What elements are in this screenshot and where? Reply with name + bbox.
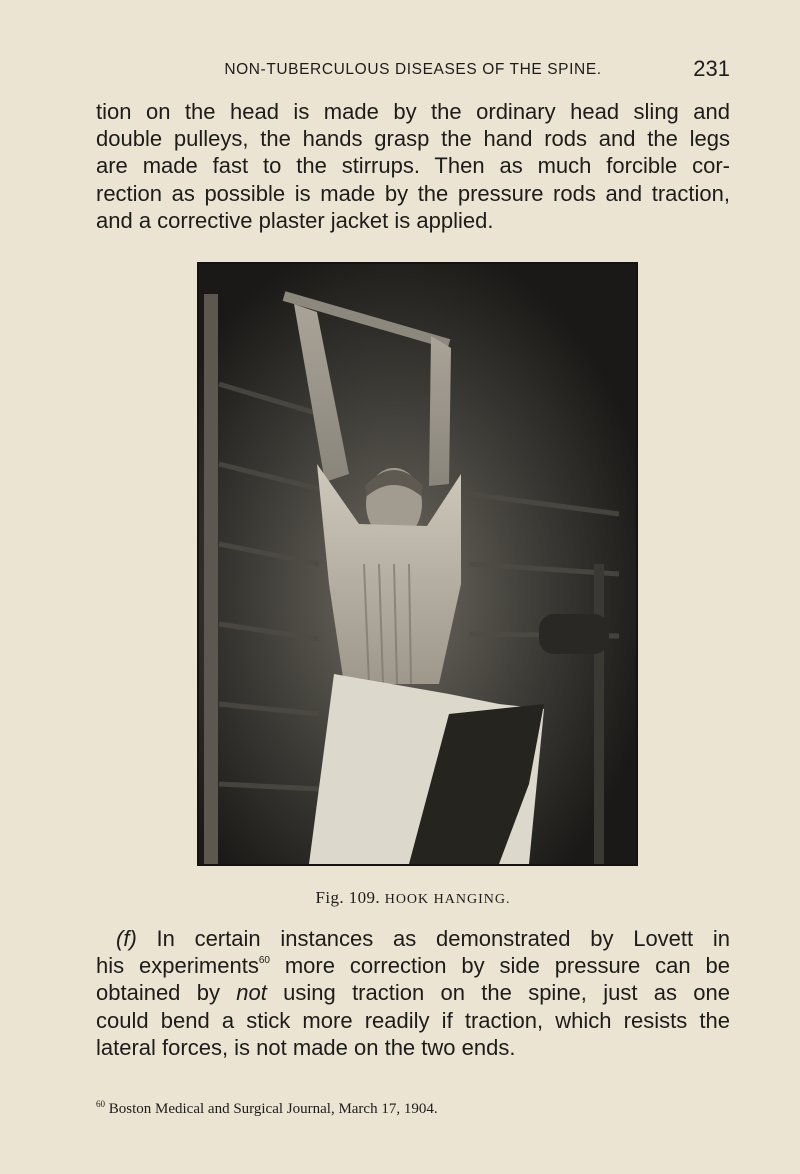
page-number: 231 [693,56,730,81]
figure-caption [96,888,730,908]
paragraph-f [96,925,730,1061]
figure-title: HOOK HANGING. [384,892,511,907]
text-line: his experiments$^{60}$ more correction by side pressure can be [96,953,730,979]
wall-post-right [594,564,604,864]
text-line: lateral forces, is not made on the two ends. [96,1034,516,1060]
text-line: (f) In certain instances as demonstrated by Lovett in [116,926,730,951]
footnote-reference: 60 [258,955,270,967]
wall-post-left [204,294,218,864]
text-line: tion on the head is made by the ordinary head sling and [96,99,730,124]
photo-illustration [199,264,636,864]
footnote [96,1101,730,1118]
text-line: rection as possible is made by the pressure rods and traction, [96,180,730,206]
running-title: NON-TUBERCULOUS DISEASES OF THE SPINE. [224,61,602,78]
footnote-text: Boston Medical and Surgical Journal, March 17, 1904. [105,1101,438,1117]
text-line: obtained by not using traction on the spine, just as one [96,980,730,1006]
text-line: double pulleys, the hands grasp the hand rods and the legs [96,126,730,152]
footnote-number: 60 [96,1099,105,1109]
paragraph-continuation [96,98,730,234]
list-marker: (f) [116,926,137,951]
stirrup-block [539,614,609,654]
figure-photo-hook-hanging [197,262,638,866]
running-head [96,58,730,82]
text-line: are made fast to the stirrups. Then as much forcible cor- [96,153,730,179]
text-line: could bend a stick more readily if traction, which resists the [96,1007,730,1033]
figure-number: Fig. 109. [315,888,381,907]
text-line: and a corrective plaster jacket is applied. [96,207,494,233]
right-arm [429,336,451,486]
